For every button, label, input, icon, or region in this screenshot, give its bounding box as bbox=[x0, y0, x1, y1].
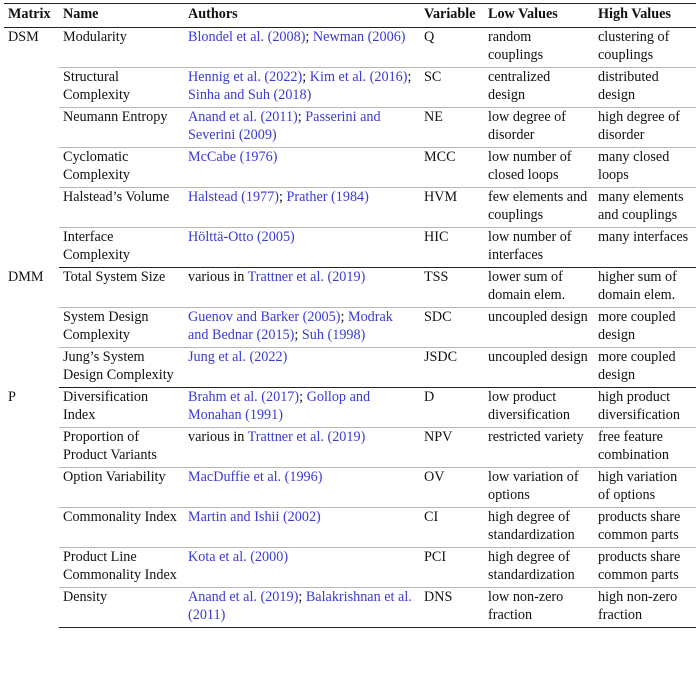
high-values-cell: distributed design bbox=[594, 68, 696, 108]
citation-link[interactable]: Sinha and Suh (2018) bbox=[188, 86, 312, 103]
variable-cell: TSS bbox=[420, 268, 484, 308]
low-values-cell: lower sum of domain elem. bbox=[484, 268, 594, 308]
table-row bbox=[4, 148, 696, 188]
author-text: ; bbox=[294, 326, 302, 343]
high-values-cell: many elements and couplings bbox=[594, 188, 696, 228]
citation-link[interactable]: Blondel et al. (2008) bbox=[188, 29, 306, 45]
citation-link[interactable]: Hennig et al. (2022) bbox=[188, 69, 303, 85]
high-values-cell: high degree of disorder bbox=[594, 108, 696, 148]
author-text: ; bbox=[279, 189, 287, 205]
citation-link[interactable]: Kim et al. (2016) bbox=[309, 69, 408, 85]
header-variable: Variable bbox=[420, 4, 484, 28]
authors-cell bbox=[184, 428, 420, 468]
table-row bbox=[4, 68, 696, 108]
low-values-cell: few elements and couplings bbox=[484, 188, 594, 228]
citation-link[interactable]: Gollop and Monahan (1991) bbox=[188, 389, 371, 423]
metric-name-cell: Commonality Index bbox=[59, 508, 184, 548]
variable-cell: OV bbox=[420, 468, 484, 508]
authors-cell bbox=[184, 588, 420, 628]
citation-link[interactable]: Modrak and Bednar (2015) bbox=[188, 309, 393, 343]
high-values-cell: many interfaces bbox=[594, 228, 696, 268]
metric-name-cell: Proportion of Product Variants bbox=[59, 428, 184, 468]
citation-link[interactable]: Prather (1984) bbox=[286, 189, 369, 205]
author-text: ; bbox=[299, 389, 307, 405]
citation-link[interactable]: Anand et al. (2019) bbox=[188, 589, 299, 605]
matrix-cell: DMM bbox=[8, 268, 44, 285]
header-low-values: Low Values bbox=[484, 4, 594, 28]
authors-cell bbox=[184, 188, 420, 228]
low-values-cell: random couplings bbox=[484, 28, 594, 68]
authors-cell bbox=[184, 548, 420, 588]
high-values-cell: high non-zero fraction bbox=[594, 588, 696, 628]
table-row bbox=[4, 188, 696, 228]
variable-cell: CI bbox=[420, 508, 484, 548]
variable-cell: D bbox=[420, 388, 484, 428]
variable-cell: SDC bbox=[420, 308, 484, 348]
low-values-cell: low non-zero fraction bbox=[484, 588, 594, 628]
citation-link[interactable]: Suh (1998) bbox=[301, 326, 366, 343]
table-row bbox=[4, 108, 696, 148]
authors-cell bbox=[184, 308, 420, 348]
variable-cell: NE bbox=[420, 108, 484, 148]
low-values-cell: low product diversification bbox=[484, 388, 594, 428]
citation-link[interactable]: Brahm et al. (2017) bbox=[188, 389, 300, 405]
table-row bbox=[4, 548, 696, 588]
variable-cell: HVM bbox=[420, 188, 484, 228]
citation-link[interactable]: Trattner et al. (2019) bbox=[247, 269, 366, 285]
table-row bbox=[4, 428, 696, 468]
high-values-cell: many closed loops bbox=[594, 148, 696, 188]
authors-cell bbox=[184, 388, 420, 428]
citation-link[interactable]: Guenov and Barker (2005) bbox=[188, 309, 341, 325]
low-values-cell: high degree of standardization bbox=[484, 508, 594, 548]
metric-name-cell: Product Line Commonality Index bbox=[59, 548, 184, 588]
metric-name-cell: Option Variability bbox=[59, 468, 184, 508]
author-text: ; bbox=[298, 589, 306, 605]
citation-link[interactable]: McCabe (1976) bbox=[188, 149, 278, 165]
metric-name-cell: Structural Complexity bbox=[59, 68, 184, 108]
authors-cell bbox=[184, 468, 420, 508]
metric-name-cell: Halstead’s Volume bbox=[59, 188, 184, 228]
low-values-cell: restricted variety bbox=[484, 428, 594, 468]
citation-link[interactable]: Trattner et al. (2019) bbox=[247, 429, 366, 445]
citation-link[interactable]: Kota et al. (2000) bbox=[188, 549, 289, 565]
high-values-cell: more coupled design bbox=[594, 348, 696, 388]
authors-cell bbox=[184, 228, 420, 268]
author-text: ; bbox=[340, 309, 348, 325]
citation-link[interactable]: Newman (2006) bbox=[312, 29, 406, 45]
table-row bbox=[4, 348, 696, 388]
citation-link[interactable]: MacDuffie et al. (1996) bbox=[188, 469, 323, 485]
authors-cell bbox=[184, 148, 420, 188]
low-values-cell: uncoupled design bbox=[484, 308, 594, 348]
table-row bbox=[4, 468, 696, 508]
metric-name-cell: Interface Complexity bbox=[59, 228, 184, 268]
author-text: ; bbox=[305, 29, 313, 45]
low-values-cell: uncoupled design bbox=[484, 348, 594, 388]
metric-name-cell: Cyclomatic Complexity bbox=[59, 148, 184, 188]
citation-link[interactable]: Anand et al. (2011) bbox=[188, 109, 298, 125]
table-body bbox=[4, 28, 696, 628]
citation-link[interactable]: Halstead (1977) bbox=[188, 189, 280, 205]
table-row bbox=[4, 228, 696, 268]
low-values-cell: low number of interfaces bbox=[484, 228, 594, 268]
table-row bbox=[4, 28, 696, 68]
high-values-cell: clustering of couplings bbox=[594, 28, 696, 68]
header-matrix: Matrix bbox=[4, 4, 59, 28]
metric-name-cell: Modularity bbox=[59, 28, 184, 68]
table-row bbox=[4, 508, 696, 548]
authors-cell bbox=[184, 508, 420, 548]
variable-cell: HIC bbox=[420, 228, 484, 268]
header-authors: Authors bbox=[184, 4, 420, 28]
low-values-cell: centralized design bbox=[484, 68, 594, 108]
metric-name-cell: Total System Size bbox=[59, 268, 184, 308]
high-values-cell: high product diversification bbox=[594, 388, 696, 428]
authors-cell bbox=[184, 348, 420, 388]
metric-name-cell: Neumann Entropy bbox=[59, 108, 184, 148]
citation-link[interactable]: Hölttä-Otto (2005) bbox=[188, 229, 295, 245]
variable-cell: JSDC bbox=[420, 348, 484, 388]
author-text: various in bbox=[188, 269, 248, 285]
metric-name-cell: System Design Complexity bbox=[59, 308, 184, 348]
matrix-cell: DSM bbox=[8, 29, 39, 45]
high-values-cell: products share common parts bbox=[594, 508, 696, 548]
citation-link[interactable]: Balakrishnan et al. (2011) bbox=[188, 589, 412, 623]
authors-cell bbox=[184, 28, 420, 68]
low-values-cell: high degree of standardization bbox=[484, 548, 594, 588]
citation-link[interactable]: Passerini and Severini (2009) bbox=[188, 109, 381, 143]
metric-name-cell: Jung’s System Design Complexity bbox=[59, 348, 184, 388]
author-text: ; bbox=[297, 109, 306, 125]
header-high-values: High Values bbox=[594, 4, 696, 28]
variable-cell: NPV bbox=[420, 428, 484, 468]
metrics-table bbox=[4, 3, 696, 628]
variable-cell: DNS bbox=[420, 588, 484, 628]
author-text: various in bbox=[188, 429, 248, 445]
header-row bbox=[4, 4, 696, 28]
variable-cell: Q bbox=[420, 28, 484, 68]
citation-link[interactable]: Jung et al. (2022) bbox=[188, 349, 288, 365]
author-text: ; bbox=[407, 69, 412, 85]
metric-name-cell: Diversification Index bbox=[59, 388, 184, 428]
table-row bbox=[4, 588, 696, 628]
matrix-cell: P bbox=[8, 388, 16, 405]
low-values-cell: low variation of options bbox=[484, 468, 594, 508]
table-row bbox=[4, 388, 696, 428]
citation-link[interactable]: Martin and Ishii (2002) bbox=[188, 509, 321, 525]
high-values-cell: more coupled design bbox=[594, 308, 696, 348]
header-name: Name bbox=[59, 4, 184, 28]
variable-cell: SC bbox=[420, 68, 484, 108]
variable-cell: MCC bbox=[420, 148, 484, 188]
high-values-cell: products share common parts bbox=[594, 548, 696, 588]
high-values-cell: high variation of options bbox=[594, 468, 696, 508]
low-values-cell: low number of closed loops bbox=[484, 148, 594, 188]
authors-cell bbox=[184, 108, 420, 148]
table-row bbox=[4, 268, 696, 308]
table-row bbox=[4, 308, 696, 348]
authors-cell bbox=[184, 68, 420, 108]
variable-cell: PCI bbox=[420, 548, 484, 588]
authors-cell bbox=[184, 268, 420, 308]
low-values-cell: low degree of disorder bbox=[484, 108, 594, 148]
high-values-cell: higher sum of domain elem. bbox=[594, 268, 696, 308]
high-values-cell: free feature combination bbox=[594, 428, 696, 468]
author-text: ; bbox=[302, 69, 310, 85]
metric-name-cell: Density bbox=[59, 588, 184, 628]
